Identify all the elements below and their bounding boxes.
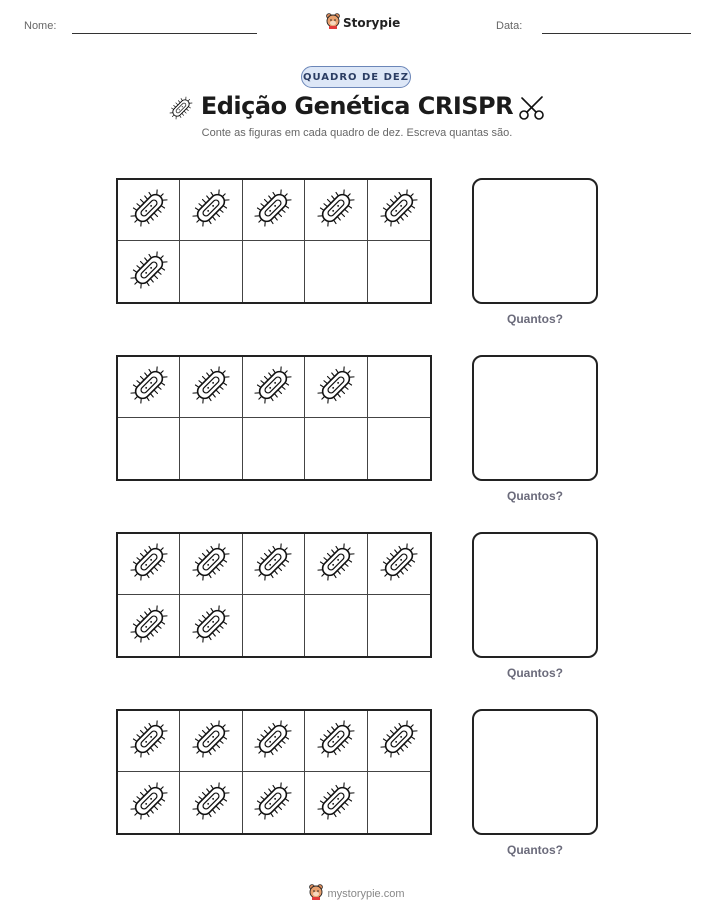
title-row xyxy=(0,92,714,124)
ten-frame-cell xyxy=(118,595,180,656)
bacterium-icon xyxy=(129,604,169,648)
ten-frame-cell xyxy=(305,418,367,479)
date-label: Data: xyxy=(496,20,523,32)
bacterium-icon xyxy=(379,542,419,586)
worksheet-type-badge: QUADRO DE DEZ xyxy=(301,66,411,88)
bacterium-icon xyxy=(316,719,356,763)
answer-box[interactable] xyxy=(472,532,598,658)
answer-box[interactable] xyxy=(472,355,598,481)
bacterium-icon xyxy=(316,781,356,825)
bacterium-icon xyxy=(253,542,293,586)
bacterium-icon xyxy=(191,365,231,409)
footer xyxy=(0,884,714,904)
ten-frame-cell xyxy=(368,241,430,302)
bacterium-icon xyxy=(129,781,169,825)
bacterium-icon xyxy=(379,188,419,232)
ten-frame-cell xyxy=(180,180,242,241)
bacterium-icon xyxy=(316,542,356,586)
ten-frame xyxy=(116,532,432,658)
bacterium-icon xyxy=(129,365,169,409)
ten-frame-cell xyxy=(368,180,430,241)
answer-box[interactable] xyxy=(472,178,598,304)
answer-box[interactable] xyxy=(472,709,598,835)
ten-frame-cell xyxy=(243,418,305,479)
ten-frame-cell xyxy=(180,772,242,833)
ten-frame-cell xyxy=(118,357,180,418)
bacterium-icon xyxy=(129,188,169,232)
ten-frame xyxy=(116,709,432,835)
bacterium-icon xyxy=(316,188,356,232)
ten-frame-cell xyxy=(118,534,180,595)
bacterium-icon xyxy=(253,719,293,763)
bacterium-icon xyxy=(191,719,231,763)
bacterium-icon xyxy=(253,781,293,825)
ten-frame-cell xyxy=(118,180,180,241)
ten-frame-cell xyxy=(305,180,367,241)
ten-frame xyxy=(116,178,432,304)
ten-frame-cell xyxy=(368,772,430,833)
bacterium-icon xyxy=(253,188,293,232)
answer-label: Quantos? xyxy=(507,666,563,680)
ten-frame-cell xyxy=(305,241,367,302)
answer-label: Quantos? xyxy=(507,312,563,326)
ten-frame-cell xyxy=(118,772,180,833)
ten-frame-cell xyxy=(243,711,305,772)
bacterium-icon xyxy=(379,719,419,763)
ten-frame-cell xyxy=(243,772,305,833)
ten-frame-cell xyxy=(305,357,367,418)
ten-frame xyxy=(116,355,432,481)
name-label: Nome: xyxy=(24,20,57,32)
ten-frame-cell xyxy=(243,595,305,656)
bacterium-icon xyxy=(191,188,231,232)
date-field[interactable] xyxy=(542,33,691,34)
ten-frame-cell xyxy=(180,595,242,656)
ten-frame-cell xyxy=(243,357,305,418)
ten-frame-cell xyxy=(180,534,242,595)
bacterium-icon xyxy=(253,365,293,409)
brand xyxy=(326,13,400,33)
ten-frame-cell xyxy=(243,534,305,595)
bacterium-icon xyxy=(191,781,231,825)
answer-label: Quantos? xyxy=(507,489,563,503)
footer-url: mystorypie.com xyxy=(327,888,405,900)
bacterium-icon xyxy=(191,542,231,586)
ten-frame-cell xyxy=(180,418,242,479)
ten-frame-cell xyxy=(180,711,242,772)
instructions: Conte as figuras em cada quadro de dez. Escreva quantas são. xyxy=(201,127,513,139)
ten-frame-cell xyxy=(305,534,367,595)
bear-logo-icon xyxy=(326,13,340,33)
ten-frame-cell xyxy=(368,595,430,656)
ten-frame-cell xyxy=(305,595,367,656)
bear-logo-icon xyxy=(309,884,323,904)
brand-name: Storypie xyxy=(343,16,401,30)
ten-frame-cell xyxy=(118,241,180,302)
bacterium-icon xyxy=(129,250,169,294)
ten-frame-cell xyxy=(243,180,305,241)
bacterium-icon xyxy=(316,365,356,409)
answer-label: Quantos? xyxy=(507,843,563,857)
page-title: Edição Genética CRISPR xyxy=(200,92,514,120)
ten-frame-cell xyxy=(118,418,180,479)
ten-frame-cell xyxy=(368,357,430,418)
ten-frame-cell xyxy=(305,772,367,833)
ten-frame-cell xyxy=(118,711,180,772)
ten-frame-cell xyxy=(180,357,242,418)
ten-frame-cell xyxy=(368,711,430,772)
ten-frame-cell xyxy=(368,418,430,479)
scissors-icon xyxy=(518,94,546,126)
bacterium-icon xyxy=(129,542,169,586)
bacterium-icon xyxy=(191,604,231,648)
name-field[interactable] xyxy=(72,33,257,34)
ten-frame-cell xyxy=(180,241,242,302)
ten-frame-cell xyxy=(243,241,305,302)
bacterium-icon xyxy=(129,719,169,763)
ten-frame-cell xyxy=(368,534,430,595)
ten-frame-cell xyxy=(305,711,367,772)
